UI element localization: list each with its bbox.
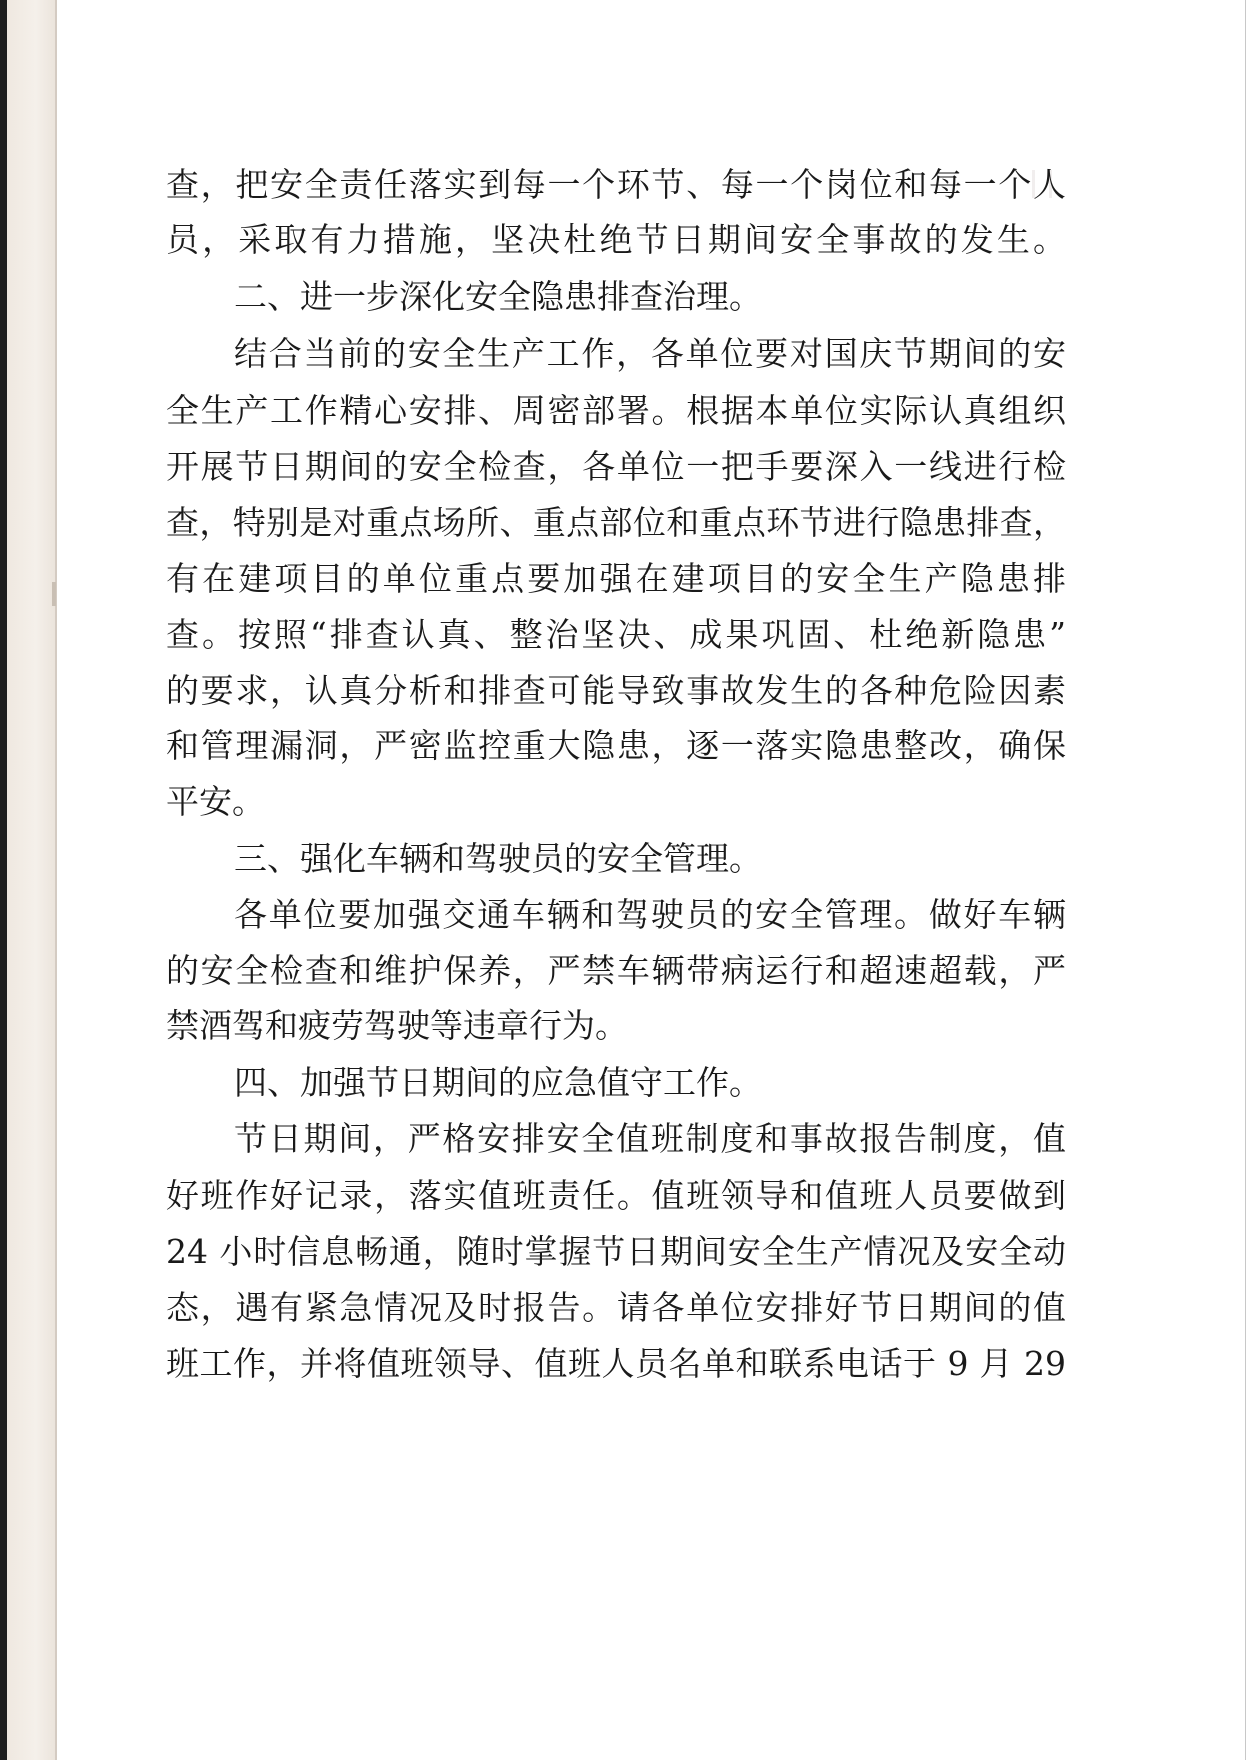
text-line: 全生产工作精心安排、周密部署。根据本单位实际认真组织 xyxy=(166,391,1066,430)
text-line: 开展节日期间的安全检查，各单位一把手要深入一线进行检 xyxy=(166,447,1066,486)
text-line: 员，采取有力措施，坚决杜绝节日期间安全事故的发生。 xyxy=(166,220,1066,259)
text-line: 查，特别是对重点场所、重点部位和重点环节进行隐患排查， xyxy=(166,503,1066,542)
text-line: 平安。 xyxy=(166,782,265,821)
text-line: 节日期间，严格安排安全值班制度和事故报告制度，值 xyxy=(234,1119,1066,1158)
section-heading: 四、加强节日期间的应急值守工作。 xyxy=(234,1063,762,1102)
underlying-sheet-edge xyxy=(7,0,57,1760)
page-border xyxy=(1245,0,1246,1760)
text-line: 结合当前的安全生产工作，各单位要对国庆节期间的安 xyxy=(234,334,1066,373)
text-line: 各单位要加强交通车辆和驾驶员的安全管理。做好车辆 xyxy=(234,895,1066,934)
text-line: 和管理漏洞，严密监控重大隐患，逐一落实隐患整改，确保 xyxy=(166,726,1066,765)
section-heading: 三、强化车辆和驾驶员的安全管理。 xyxy=(234,839,762,878)
text-line: 查。按照“排查认真、整治坚决、成果巩固、杜绝新隐患” xyxy=(166,615,1066,654)
text-line: 态，遇有紧急情况及时报告。请各单位安排好节日期间的值 xyxy=(166,1288,1066,1327)
text-line: 查，把安全责任落实到每一个环节、每一个岗位和每一个人 xyxy=(166,165,1066,204)
section-heading: 二、进一步深化安全隐患排查治理。 xyxy=(234,277,762,316)
text-line: 有在建项目的单位重点要加强在建项目的安全生产隐患排 xyxy=(166,559,1066,598)
text-line: 禁酒驾和疲劳驾驶等违章行为。 xyxy=(166,1006,628,1045)
text-line: 的安全检查和维护保养，严禁车辆带病运行和超速超载，严 xyxy=(166,951,1066,990)
text-line: 班工作，并将值班领导、值班人员名单和联系电话于 9 月 29 xyxy=(166,1344,1066,1383)
scan-edge xyxy=(0,0,7,1760)
text-line: 24 小时信息畅通，随时掌握节日期间安全生产情况及安全动 xyxy=(166,1232,1066,1271)
sheet-notch xyxy=(52,582,56,606)
text-line: 的要求，认真分析和排查可能导致事故发生的各种危险因素 xyxy=(166,671,1066,710)
text-line: 好班作好记录，落实值班责任。值班领导和值班人员要做到 xyxy=(166,1176,1066,1215)
